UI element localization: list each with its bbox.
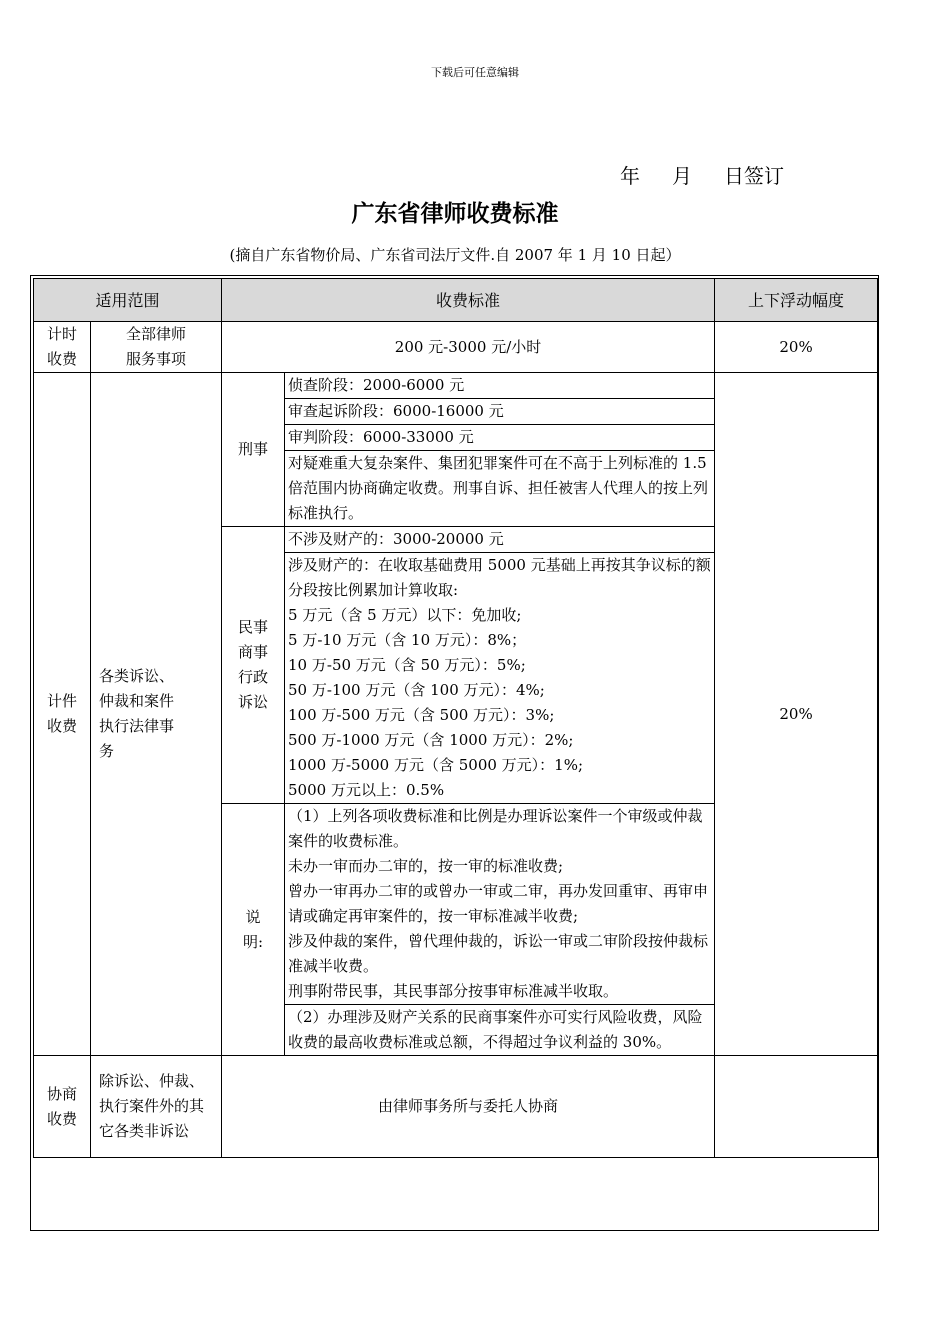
header-float: 上下浮动幅度 [715, 279, 878, 322]
note-2: （2）办理涉及财产关系的民商事案件亦可实行风险收费，风险收费的最高收费标准或总额，不得超过争议利益的 30%。 [285, 1005, 715, 1056]
criminal-complex-note: 对疑难重大复杂案件、集团犯罪案件可在不高于上列标准的 1.5 倍范围内协商确定收费。刑事自诉、担任被害人代理人的按上列标准执行。 [285, 451, 715, 527]
sign-year: 年 [620, 164, 640, 188]
hourly-row [34, 322, 878, 373]
negotiated-scope: 除诉讼、仲裁、执行案件外的其它各类非诉讼 [91, 1056, 222, 1158]
sign-day: 日签订 [724, 164, 784, 188]
sign-month: 月 [672, 164, 692, 188]
fee-table [33, 278, 878, 1158]
criminal-prosecution-review: 审查起诉阶段：6000-16000 元 [285, 399, 715, 425]
hourly-float: 20% [715, 322, 878, 373]
hourly-type: 计时 收费 [34, 322, 91, 373]
piece-float: 20% [715, 373, 878, 1056]
hourly-scope: 全部律师 服务事项 [91, 322, 222, 373]
header-standard: 收费标准 [222, 279, 715, 322]
hourly-standard: 200 元-3000 元/小时 [222, 322, 715, 373]
criminal-trial: 审判阶段：6000-33000 元 [285, 425, 715, 451]
page-subtitle: (摘自广东省物价局、广东省司法厅文件.自 2007 年 1 月 10 日起） [229, 246, 681, 264]
note-label: 说 明: [222, 804, 285, 1056]
piece-type: 计件 收费 [34, 373, 91, 1056]
header-scope: 适用范围 [34, 279, 222, 322]
negotiated-float [715, 1056, 878, 1158]
criminal-row-1 [34, 373, 878, 399]
note-1: （1）上列各项收费标准和比例是办理诉讼案件一个审级或仲裁案件的收费标准。 未办一审而办二审的，按一审的标准收费; 曾办一审再办二审的或曾办一审或二审，再办发回重审、再审申请或确定再审案件的，按一审标准减半收费; 涉及仲裁的案件，曾代理仲裁的，诉讼一审或二审阶段按仲裁标准减半收费。 刑事附带民事，其民事部分按事审标准减半收取。 [285, 804, 715, 1005]
header-row [34, 279, 878, 322]
sign-date [620, 160, 784, 189]
top-note: 下载后可任意编辑 [431, 66, 519, 79]
civil-property-scale: 涉及财产的：在收取基础费用 5000 元基础上再按其争议标的额分段按比例累加计算收取: 5 万元（含 5 万元）以下：免加收; 5 万-10 万元（含 10 万元）：8%； 10 万-50 万元（含 50 万元）：5%; 50 万-100 万元（含 100 万元）：4%; 100 万-500 万元（含 500 万元）：3%; 500 万-1000 万元（含 1000 万元）：2%; 1000 万-5000 万元（含 5000 万元）：1%; 5000 万元以上：0.5% [285, 553, 715, 804]
negotiated-row [34, 1056, 878, 1158]
page-title: 广东省律师收费标准 [351, 201, 559, 227]
civil-non-property: 不涉及财产的：3000-20000 元 [285, 527, 715, 553]
piece-scope: 各类诉讼、 仲裁和案件 执行法律事 务 [91, 373, 222, 1056]
civil-label: 民事 商事 行政 诉讼 [222, 527, 285, 804]
criminal-label: 刑事 [222, 373, 285, 527]
negotiated-standard: 由律师事务所与委托人协商 [222, 1056, 715, 1158]
negotiated-type: 协商 收费 [34, 1056, 91, 1158]
criminal-investigation: 侦查阶段：2000-6000 元 [285, 373, 715, 399]
